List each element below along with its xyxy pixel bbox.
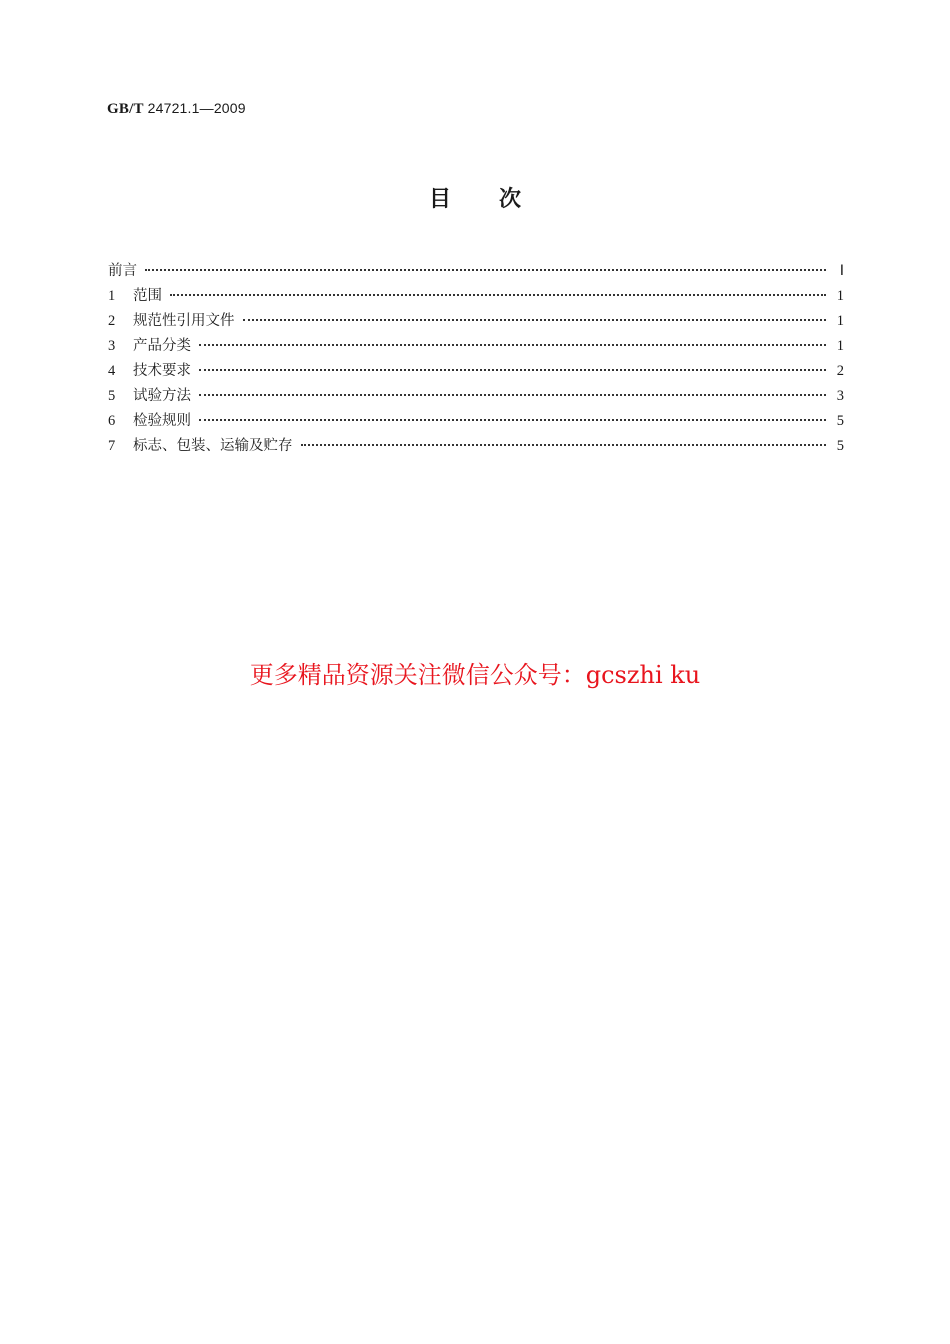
standard-prefix: GB/T [107,101,144,117]
toc-leader-dots [199,344,826,346]
table-of-contents [108,259,844,459]
toc-entry-6[interactable] [108,409,844,434]
toc-entry-page: 1 [836,338,844,354]
toc-entry-label: 技术要求 [133,363,191,379]
toc-entry-label: 标志、包装、运输及贮存 [133,438,293,454]
toc-entry-number: 6 [108,413,116,429]
promo-watermark-text: 更多精品资源关注微信公众号：gcszhi ku [249,661,701,689]
toc-entry-number: 4 [108,363,116,379]
toc-entry-1[interactable] [108,284,844,309]
toc-entry-page: 2 [836,363,844,379]
toc-entry-number: 5 [108,388,116,404]
toc-entry-label: 试验方法 [133,388,191,404]
toc-entry-page: Ⅰ [839,263,844,279]
toc-leader-dots [199,419,826,421]
toc-title [0,182,950,213]
toc-entry-3[interactable] [108,334,844,359]
toc-entry-page: 3 [836,388,844,404]
toc-entry-number: 2 [108,313,116,329]
toc-entry-page: 5 [836,438,844,454]
toc-entry-label: 前言 [108,263,137,279]
toc-entry-page: 5 [836,413,844,429]
toc-entry-number: 1 [108,288,116,304]
toc-entry-7[interactable] [108,434,844,459]
toc-entry-label: 产品分类 [133,338,191,354]
toc-entry-2[interactable] [108,309,844,334]
toc-leader-dots [145,269,826,271]
toc-entry-page: 1 [836,313,844,329]
toc-leader-dots [199,369,826,371]
toc-entry-number: 7 [108,438,116,454]
toc-entry-foreword[interactable] [108,259,844,284]
toc-entry-page: 1 [836,288,844,304]
toc-entry-label: 范围 [133,288,162,304]
toc-leader-dots [170,294,826,296]
toc-title-char-2: 次 [499,187,522,212]
standard-code [107,100,246,118]
toc-entry-label: 规范性引用文件 [133,313,235,329]
toc-entry-5[interactable] [108,384,844,409]
toc-entry-number: 3 [108,338,116,354]
toc-leader-dots [243,319,827,321]
toc-leader-dots [199,394,826,396]
standard-number: 24721.1—2009 [147,100,246,116]
toc-title-char-1: 目 [428,187,451,212]
toc-entry-label: 检验规则 [133,413,191,429]
toc-entry-4[interactable] [108,359,844,384]
toc-leader-dots [301,444,827,446]
